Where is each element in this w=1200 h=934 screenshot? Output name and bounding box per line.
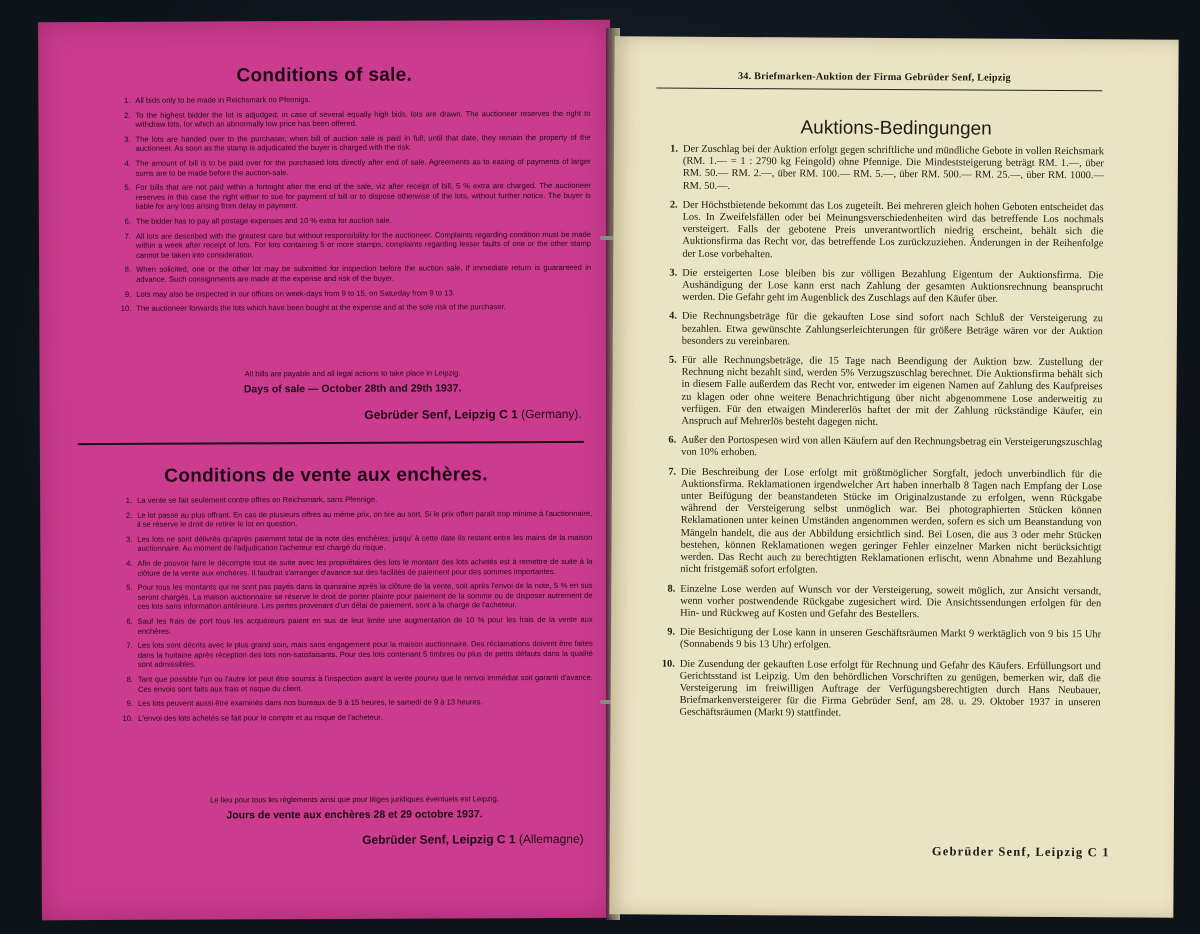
english-condition-number: 1.: [124, 95, 131, 105]
german-condition-item: [658, 144, 1104, 196]
french-condition-text: Le lot passe au plus offrant. En cas de plusieurs offres au même prix, on tire au sort. Si le prix offert paraît trop minime à l'auctionnaire, il se réserve le droit de retirer le lot en question.: [137, 508, 593, 530]
german-condition-item: [656, 355, 1102, 431]
french-condition-text: Les lots ne sont délivrés qu'après paiement total de la note des enchères; jusqu' à cette date ils restent entre les mains de la maison auctionnaire. Au moment de l'adjudication l'acheteur est chargé du risque.: [137, 532, 593, 554]
english-condition-text: All bids only to be made in Reichsmark no Pfennigs.: [135, 95, 311, 105]
german-condition-number: 1.: [670, 143, 679, 155]
french-condition-item: [115, 673, 593, 694]
english-condition-text: The bidder has to pay all postage expenses and 10 % extra for auction sale.: [135, 215, 392, 226]
english-condition-item: [113, 302, 591, 314]
french-condition-item: [115, 615, 593, 636]
english-condition-number: 7.: [124, 231, 131, 241]
french-condition-item: [114, 533, 592, 554]
french-signature-firm: Gebrüder Senf, Leipzig C 1: [362, 832, 516, 847]
english-signature: [364, 407, 581, 422]
german-condition-item: [655, 466, 1102, 579]
french-days-of-sale: Jours de vente aux enchères 28 et 29 octobre 1937.: [226, 808, 483, 822]
french-condition-number: 3.: [125, 534, 133, 544]
french-title: Conditions de vente aux enchères.: [164, 464, 488, 487]
french-condition-text: Afin de pouvoir faire le décompte tout de suite avec les propriétaires des lots le montant des lots achetés est à remettre de suite à la clôture de la vente aux enchères. Il faudrait s'arranger d'avance sur des facilités de paiement pour des sommes importantes.: [137, 556, 593, 578]
french-condition-text: Tant que possible l'un ou l'autre lot peut être soumis à l'inspection avant la vente pourvu que le renvoi immédiat soit garanti d'avance. Ces envois sont faits aux frais et risque du client.: [137, 672, 593, 694]
english-condition-item: [113, 287, 591, 299]
german-condition-text: Die Besichtigung der Lose kann in unseren Geschäftsräumen Markt 9 werktäglich von 9 bis 15 Uhr (Sonnabends 9 bis 13 Uhr) erfolgen.: [679, 626, 1102, 651]
german-condition-text: Außer den Portospesen wird von allen Käufern auf den Rechnungsbetrag ein Versteigerungszuschlag von 10% erhoben.: [681, 434, 1103, 459]
german-condition-text: Die Beschreibung der Lose erfolgt mit größtmöglicher Sorgfalt, jedoch unverbindlich für die Auktionsfirma. Reklamationen irgendwelcher Art haben innerhalb 8 Tagen nach Empfang der Lose unter Beifügung der beanstandeten Stücke im Originalzustande zu erfolgen, wenn Rückgabe während der Versteigerung selbst unmöglich war. Bei photographierten Stücken können Reklamationen unter keinen Umständen angenommen werden, sofern es sich um Beanstandung von Mängeln handelt, die aus der Abbildung ersichtlich sind. Bei Losen, die aus 3 oder mehr Stücken bestehen, können Reklamationen wegen geringer Fehler einzelner Marken nicht berücksichtigt werden. Das Recht auch zu berechtigten Reklamationen erlischt, wenn Abnahme und Bezahlung nicht fristgemäß sofort erfolgten.: [680, 466, 1103, 576]
german-condition-text: Einzelne Lose werden auf Wunsch vor der Versteigerung, soweit möglich, zur Ansicht versandt, wenn vorher postwendende Rückgabe zugesichert wird. Die Ansichtssendungen erfolgen für den Hin- und Rückweg auf Kosten und Gefahr des Bestellers.: [680, 583, 1102, 621]
french-condition-text: Les lots peuvent aussi être examinés dans nos bureaux de 9 à 15 heures, le samedi de 9 à 13 heures.: [137, 697, 483, 708]
german-conditions-list: [654, 144, 1104, 729]
german-condition-text: Die ersteigerten Lose bleiben bis zur völligen Bezahlung Eigentum der Auktionsfirma. Die Aushändigung der Lose kann erst nach Zahlung der gesamten Auktionsrechnung beansprucht werden. Die Gefahr geht im Augenblick des Zuschlags auf den Käufer über.: [682, 267, 1104, 305]
german-signature: Gebrüder Senf, Leipzig C 1: [931, 844, 1110, 860]
english-condition-number: 3.: [124, 134, 131, 144]
section-divider: [78, 441, 584, 445]
french-condition-text: Les lots sont décrits avec le plus grand soin, mais sans engagement pour la maison auctionnaire. Des réclamations doivent être faites dans la huitaine après réception des lots non-satisfaisants. Pour des lots contenant 5 timbres ou plus de petits défauts dans la qualité sont admissibles.: [137, 638, 593, 670]
german-condition-number: 2.: [669, 199, 678, 211]
english-condition-text: When solicited, one or the other lot may be submitted for inspection before the auction sale, if immediate return is guaranteed in advance. Such consignments are made at the expense and risk of the buyer.: [136, 263, 592, 284]
right-page: [609, 36, 1178, 917]
english-signature-country: (Germany).: [521, 406, 582, 422]
french-condition-item: [114, 557, 592, 578]
german-condition-text: Die Rechnungsbeträge für die gekauften Lose sind sofort nach Schluß der Versteigerung zu bezahlen. Etwa gewünschte Zahlungserleichterungen für größere Beträge wären vor der Auktion besonders zu vereinbaren.: [681, 311, 1104, 348]
english-condition-text: The amount of bill is to be paid over for the purchased lots directly after end of sale. Agreements as to easing of payments of larger sums are to be made before the auction-sale.: [135, 156, 591, 178]
german-condition-number: 10.: [661, 658, 675, 670]
page-header: 34. Briefmarken-Auktion der Firma Gebrüder Senf, Leipzig: [737, 71, 1011, 84]
german-condition-number: 9.: [667, 626, 676, 638]
french-condition-text: Sauf les frais de port tous les acquéreurs paient en sus de leur limite une augmentation de 10 % pour les frais de la vente aux enchères.: [137, 614, 593, 636]
german-condition-number: 6.: [668, 434, 677, 446]
french-condition-item: [115, 697, 593, 709]
english-condition-item: [112, 94, 590, 106]
french-condition-text: Pour tous les montants qui ne sont pas payés dans la quinzaine après la clôture de la vente, soit après l'envoi de la note, 5 % en sus seront chargés. La maison auctionnaire se réserve le droit de porter plainte pour paiement de la somme ou de disposer autrement de ces lots sans information antérieure. Les pertes provenant d'un délai de paiement, sont à la charge de l'acheteur.: [137, 580, 593, 612]
english-conditions-list: [112, 94, 591, 319]
english-condition-number: 10.: [120, 303, 132, 313]
english-condition-item: [112, 108, 590, 129]
french-signature-country: (Allemagne): [518, 831, 584, 847]
german-condition-item: [655, 658, 1101, 722]
french-condition-text: La vente se fait seulement contre offres en Reichsmark, sans Pfennige.: [137, 494, 378, 505]
english-condition-text: The auctioneer forwards the lots which have been bought at the expense and at the sole risk of the purchaser.: [136, 302, 506, 313]
english-condition-text: All lots are described with the greatest care but without responsibility for the auctioneer. Complaints regarding condition must be made within a week after receipt of lots. For lots containing 5 or more stamps, complaints regarding lesser faults of one or the other stamp cannot be taken into consideration.: [135, 229, 592, 260]
french-condition-number: 7.: [126, 640, 133, 650]
english-condition-item: [113, 263, 591, 284]
german-condition-item: [656, 435, 1102, 462]
english-title: Conditions of sale.: [236, 64, 413, 87]
french-condition-number: 5.: [126, 583, 133, 593]
german-condition-item: [657, 199, 1103, 263]
english-condition-text: For bills that are not paid within a fortnight after the end of the sale, viz after receipt of bill, 5 % extra are charged. The auctioneer reserves in this case the right either to sue for payment of bill or to dispose otherwise of the lots, without further notice. The buyer is liable for any loss arising from delay in payment.: [135, 180, 591, 212]
english-condition-number: 8.: [124, 265, 132, 275]
german-condition-number: 7.: [668, 466, 677, 478]
english-condition-item: [113, 215, 591, 227]
german-condition-text: Der Zuschlag bei der Auktion erfolgt gegen schriftliche und mündliche Gebote in vollen Reichsmark (RM. 1.— = 1 : 2790 kg Feingold) ohne Pfennige. Die Mindeststeigerung beträgt RM. 1.—, über RM. 50.— RM. 2.—, über RM. 100.— RM. 5.—, über RM. 500.— RM. 25.—, über RM. 1000.— RM. 50.—.: [682, 143, 1105, 192]
english-condition-item: [113, 229, 591, 260]
french-condition-item: [115, 639, 593, 670]
german-condition-number: 5.: [668, 354, 677, 366]
left-page: [38, 20, 614, 920]
german-condition-number: 3.: [669, 267, 678, 279]
french-condition-number: 1.: [125, 495, 133, 505]
german-condition-text: Die Zusendung der gekauften Lose erfolgt für Rechnung und Gefahr des Käufers. Erfüllungsort und Gerichtsstand ist Leipzig. Um den behördlichen Vorschriften zu genügen, bemerken wir, daß die Versteigerung im freiwilligen Auftrage der Verfügungsberechtigten durch Hans Neubauer, Briefmarkenversteigerer für die Firma Gebrüder Senf, am 28. u. 29. Oktober 1937 in unseren Geschäftsräumen (Markt 9) stattfindet.: [679, 658, 1101, 720]
french-condition-number: 8.: [126, 674, 133, 684]
german-condition-item: [655, 627, 1101, 654]
english-legal-note: All bills are payable and all legal actions to take place in Leipzig.: [244, 368, 461, 379]
french-condition-item: [114, 508, 592, 529]
french-condition-text: L'envoi des lots achetés se fait pour le compte et au risque de l'acheteur.: [138, 712, 383, 723]
french-condition-item: [114, 581, 592, 612]
english-condition-number: 5.: [124, 183, 131, 193]
english-condition-text: To the highest bidder the lot is adjudged; in case of several equally high bids, lots are drawn. The auctioneer reserves the right to withdraw lots, for which an abnormally low price has been offered.: [135, 108, 591, 130]
german-title: Auktions-Bedingungen: [800, 117, 992, 140]
german-condition-number: 8.: [667, 583, 676, 595]
french-condition-item: [115, 712, 593, 724]
german-condition-item: [657, 267, 1103, 306]
english-condition-number: 2.: [124, 110, 131, 120]
french-legal-note: Le lieu pour tous les règlements ainsi que pour litiges juridiques éventuels est Leipzig.: [210, 794, 499, 805]
english-days-of-sale: Days of sale — October 28th and 29th 1937.: [243, 382, 462, 396]
french-condition-number: 10.: [122, 713, 134, 723]
german-condition-item: [655, 583, 1101, 622]
english-condition-item: [113, 181, 591, 212]
german-condition-item: [657, 311, 1103, 350]
french-conditions-list: [114, 494, 593, 728]
french-condition-number: 4.: [126, 558, 133, 568]
english-condition-text: The lots are handed over to the purchaser, when bill of auction sale is paid in full; until that date, they remain the property of the auctioneer. As soon as the stamp is adjudicated the buyer is charged with the risk.: [135, 132, 591, 154]
german-condition-number: 4.: [669, 311, 678, 323]
french-signature: [362, 832, 583, 847]
english-condition-number: 4.: [124, 158, 131, 168]
english-condition-number: 9.: [124, 289, 132, 299]
english-condition-item: [113, 157, 591, 178]
header-rule: [656, 88, 1102, 92]
french-condition-number: 9.: [126, 698, 134, 708]
english-condition-text: Lots may also be inspected in our offices on week-days from 9 to 15, on Saturday from 9 to 13.: [136, 287, 455, 299]
english-condition-item: [113, 133, 591, 154]
english-signature-firm: Gebrüder Senf, Leipzig C 1: [364, 407, 518, 422]
english-condition-number: 6.: [124, 216, 131, 226]
german-condition-text: Für alle Rechnungsbeträge, die 15 Tage nach Beendigung der Auktion bzw. Zustellung der Rechnung nicht bezahlt sind, werden 5% Verzugszuschlag berechnet. Die Auktionsfirma behält sich in diesem Falle außerdem das Recht vor, entweder im eigenen Namen auf Zahlung des Kaufpreises zu klagen oder ohne weitere Benachrichtigung über nicht abgenommene Lose anderweitig zu verfügen. Für den etwaigen Mindererlös haftet der mit der Zahlung rückständige Käufer, ein Anspruch auf Mehrerlös besteht dagegen nicht.: [681, 354, 1103, 428]
german-condition-text: Der Höchstbietende bekommt das Los zugeteilt. Bei mehreren gleich hohen Geboten entscheidet das Los. In Zweifelsfällen oder bei Meinungsverschiedenheiten wird das betreffende Los nochmals versteigert. Falls der gebotene Preis unverantwortlich niedrig erscheint, behält sich die Auktionsfirma das Recht vor, das betreffende Los zurückzuziehen. Änderungen in der Reihenfolge der Lose vorbehalten.: [682, 199, 1104, 260]
french-condition-number: 2.: [125, 510, 133, 520]
french-condition-item: [114, 494, 592, 506]
french-condition-number: 6.: [126, 616, 133, 626]
